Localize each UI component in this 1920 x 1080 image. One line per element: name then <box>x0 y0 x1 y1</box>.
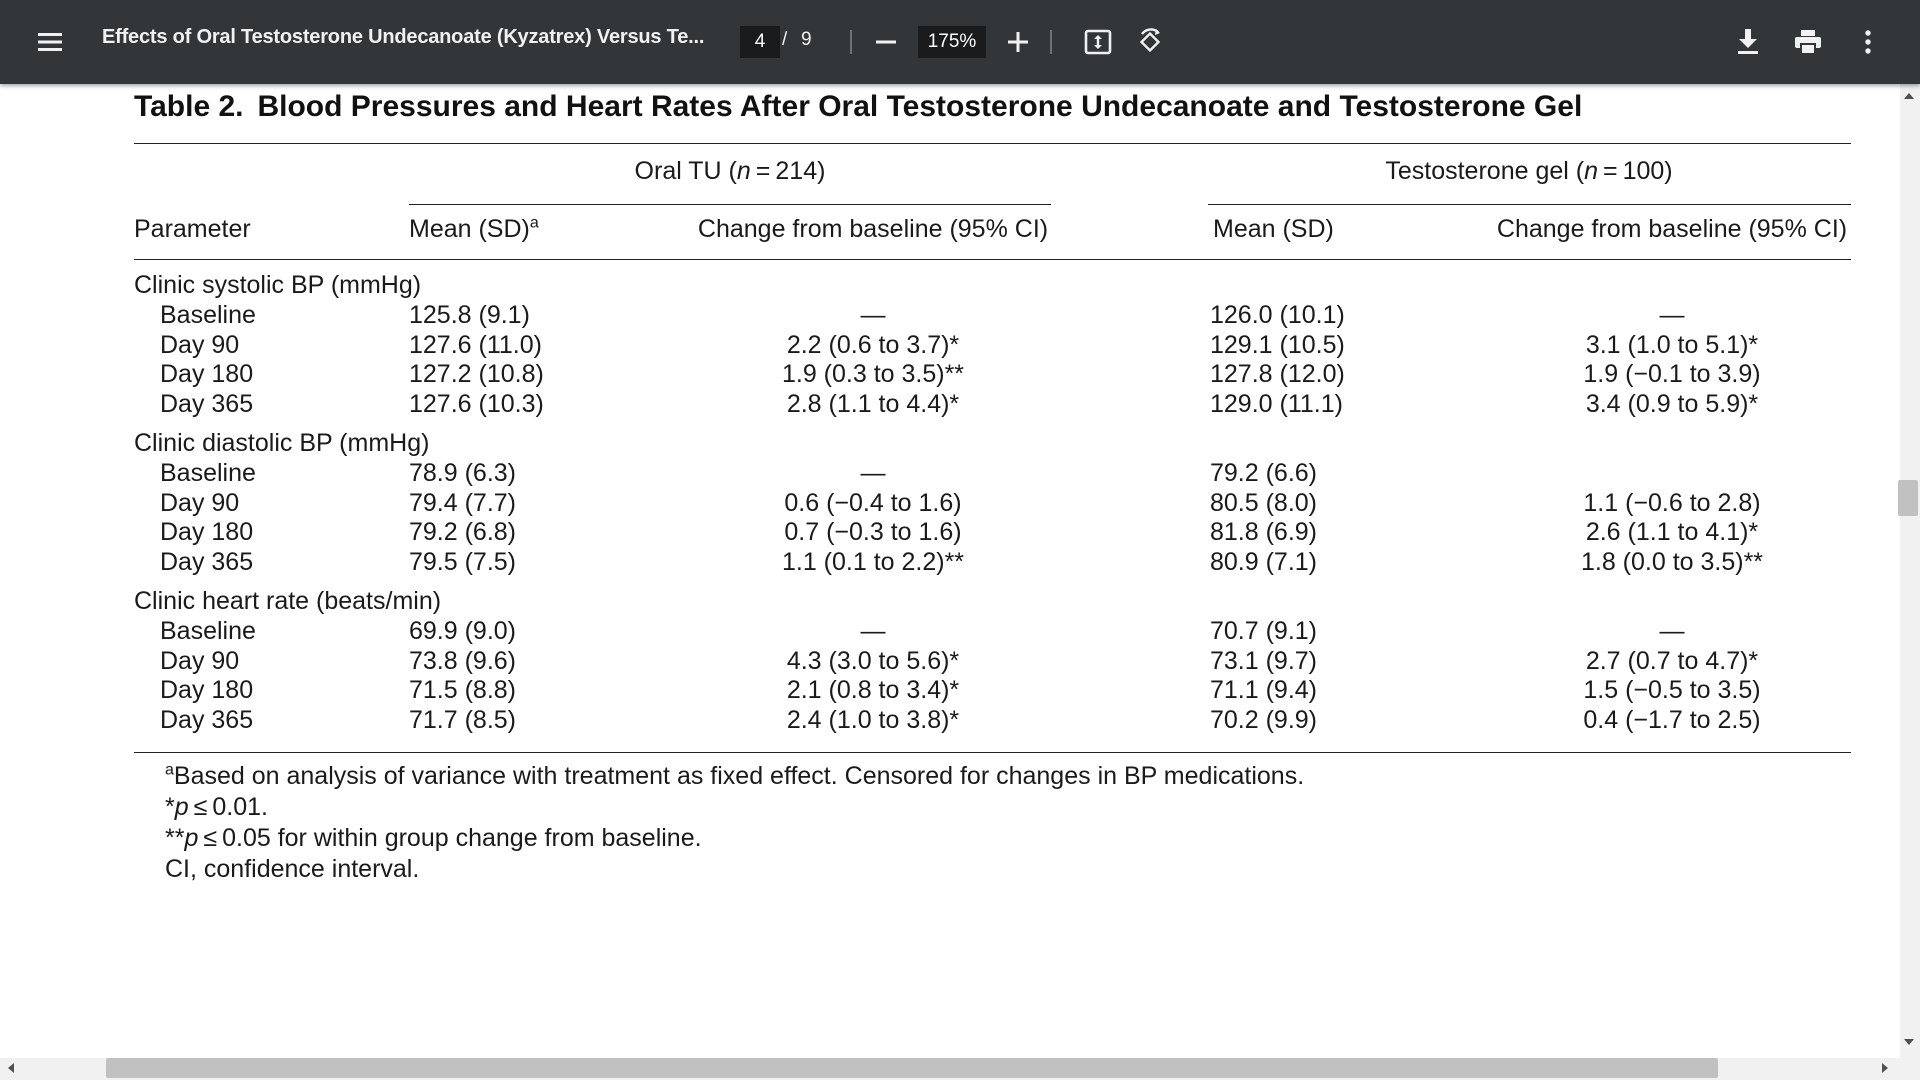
cell-gel-mean: 81.8 (6.9) <box>1210 518 1318 547</box>
cell-gel-change: 3.4 (0.9 to 5.9)* <box>1585 390 1759 419</box>
cell-oral-mean: 127.2 (10.8) <box>409 360 544 389</box>
cell-gel-mean: 70.7 (9.1) <box>1210 616 1318 645</box>
col-header-gel-mean: Mean (SD) <box>1213 215 1334 243</box>
row-label: Baseline <box>160 458 256 487</box>
horizontal-scroll-thumb[interactable] <box>106 1058 1718 1078</box>
cell-oral-mean: 71.7 (8.5) <box>409 706 517 735</box>
cell-gel-change: 2.7 (0.7 to 4.7)* <box>1585 646 1759 675</box>
cell-oral-mean: 71.5 (8.8) <box>409 676 517 705</box>
cell-gel-change: — <box>1659 300 1685 329</box>
footnote-p001 <box>165 793 268 822</box>
fit-page-icon[interactable] <box>1078 22 1118 62</box>
footnote-marker: a <box>165 761 174 779</box>
cell-oral-mean: 127.6 (11.0) <box>409 330 542 359</box>
scroll-up-arrow-icon[interactable] <box>1904 93 1914 99</box>
cell-gel-mean: 129.0 (11.1) <box>1210 390 1343 419</box>
menu-icon[interactable] <box>30 22 70 62</box>
row-label: Day 365 <box>160 390 254 419</box>
zoom-out-icon[interactable] <box>866 22 906 62</box>
more-vert-icon[interactable] <box>1848 22 1888 62</box>
cell-gel-mean: 126.0 (10.1) <box>1210 300 1345 329</box>
footnote-p: p <box>184 824 199 852</box>
col-header-gel-change: Change from baseline (95% CI) <box>1496 215 1848 243</box>
header-bottom-rule <box>134 259 1851 260</box>
cell-oral-mean: 127.6 (10.3) <box>409 390 544 419</box>
group-rule-gel <box>1208 204 1851 205</box>
group-header-text: Oral TU ( <box>634 157 737 185</box>
table-title <box>134 90 1596 124</box>
footnote-ci: CI, confidence interval. <box>165 855 420 883</box>
pdf-page <box>0 84 1900 1058</box>
row-label: Day 90 <box>160 330 240 359</box>
row-label: Day 180 <box>160 518 254 547</box>
section-header: Clinic heart rate (beats/min) <box>134 587 442 615</box>
cell-oral-change: 4.3 (3.0 to 5.6)* <box>786 646 960 675</box>
cell-oral-change: 0.7 (−0.3 to 1.6) <box>784 518 962 547</box>
cell-gel-mean: 73.1 (9.7) <box>1210 646 1318 675</box>
cell-oral-mean: 79.5 (7.5) <box>409 548 517 577</box>
col-header-oral-change: Change from baseline (95% CI) <box>697 215 1049 243</box>
cell-gel-mean: 80.9 (7.1) <box>1210 548 1318 577</box>
table-label: Table 2. <box>134 90 244 123</box>
cell-oral-change: 2.8 (1.1 to 4.4)* <box>786 390 960 419</box>
footnote-text: Based on analysis of variance with treatment as fixed effect. Censored for changes in BP medications. <box>173 762 1305 790</box>
cell-gel-change: 1.9 (−0.1 to 3.9) <box>1583 360 1761 389</box>
footnote-stars: * <box>165 793 175 821</box>
section-header: Clinic diastolic BP (mmHg) <box>134 429 430 457</box>
group-header-count: = 100) <box>1597 157 1673 185</box>
cell-gel-change: 1.8 (0.0 to 3.5)** <box>1580 548 1764 577</box>
cell-gel-change: 1.1 (−0.6 to 2.8) <box>1583 488 1761 517</box>
row-label: Day 180 <box>160 360 254 389</box>
vertical-scrollbar[interactable] <box>1900 84 1920 1058</box>
cell-oral-change: 0.6 (−0.4 to 1.6) <box>784 488 962 517</box>
cell-gel-mean: 79.2 (6.6) <box>1210 458 1318 487</box>
toolbar-divider <box>850 30 852 54</box>
cell-oral-change: — <box>860 458 886 487</box>
cell-gel-mean: 80.5 (8.0) <box>1210 488 1318 517</box>
scroll-down-arrow-icon[interactable] <box>1904 1039 1914 1045</box>
pdf-toolbar <box>0 0 1920 84</box>
cell-oral-change: 1.9 (0.3 to 3.5)** <box>781 360 965 389</box>
group-header-n: n <box>1584 157 1598 185</box>
footnote-text: ≤ 0.05 for within group change from baseline. <box>198 824 702 852</box>
cell-oral-mean: 79.4 (7.7) <box>409 488 517 517</box>
table-title-text: Blood Pressures and Heart Rates After Oral Testosterone Undecanoate and Testosterone Gel <box>257 90 1583 123</box>
table-bottom-rule <box>134 752 1851 753</box>
footnote-stars: ** <box>165 824 185 852</box>
page-total: 9 <box>801 29 812 50</box>
group-header-testosterone-gel <box>1385 156 1672 186</box>
cell-oral-change: 2.1 (0.8 to 3.4)* <box>786 676 960 705</box>
table-top-rule <box>134 143 1851 144</box>
cell-gel-mean: 127.8 (12.0) <box>1210 360 1345 389</box>
cell-gel-mean: 70.2 (9.9) <box>1210 706 1318 735</box>
group-header-text: Testosterone gel ( <box>1385 157 1585 185</box>
download-icon[interactable] <box>1728 22 1768 62</box>
cell-gel-change: — <box>1659 616 1685 645</box>
cell-gel-change: 3.1 (1.0 to 5.1)* <box>1585 330 1759 359</box>
cell-oral-mean: 79.2 (6.8) <box>409 518 517 547</box>
row-label: Day 90 <box>160 646 240 675</box>
row-label: Day 180 <box>160 676 254 705</box>
document-title: Effects of Oral Testosterone Undecanoate (Kyzatrex) Versus Te... <box>102 26 705 48</box>
cell-oral-mean: 69.9 (9.0) <box>409 616 517 645</box>
row-label: Day 90 <box>160 488 240 517</box>
footnote-marker: a <box>529 214 539 232</box>
cell-gel-change: 2.6 (1.1 to 4.1)* <box>1585 518 1759 547</box>
cell-oral-change: — <box>860 616 886 645</box>
scroll-right-arrow-icon[interactable] <box>1882 1063 1888 1073</box>
col-header-text: Mean (SD) <box>409 215 530 243</box>
cell-gel-change: 1.5 (−0.5 to 3.5) <box>1583 676 1761 705</box>
page-separator: / <box>782 29 788 50</box>
zoom-level-input[interactable]: 175% <box>918 26 986 58</box>
page-number-input[interactable]: 4 <box>740 26 780 58</box>
print-icon[interactable] <box>1788 22 1828 62</box>
row-label: Day 365 <box>160 706 254 735</box>
group-header-n: n <box>736 157 751 185</box>
cell-oral-mean: 73.8 (9.6) <box>409 646 517 675</box>
cell-oral-change: — <box>860 300 886 329</box>
row-label: Baseline <box>160 616 256 645</box>
footnote-p005 <box>165 824 702 853</box>
cell-gel-mean: 129.1 (10.5) <box>1210 330 1345 359</box>
cell-oral-change: 2.4 (1.0 to 3.8)* <box>786 706 960 735</box>
row-label: Baseline <box>160 300 256 329</box>
footnote-a <box>165 762 1304 791</box>
zoom-in-icon[interactable] <box>998 22 1038 62</box>
rotate-icon[interactable] <box>1130 22 1170 62</box>
cell-gel-mean: 71.1 (9.4) <box>1210 676 1318 705</box>
cell-oral-mean: 78.9 (6.3) <box>409 458 517 487</box>
section-header: Clinic systolic BP (mmHg) <box>134 271 422 299</box>
cell-oral-change: 2.2 (0.6 to 3.7)* <box>786 330 960 359</box>
group-header-count: = 214) <box>750 157 826 185</box>
vertical-scroll-thumb[interactable] <box>1898 480 1918 516</box>
cell-oral-mean: 125.8 (9.1) <box>409 300 530 329</box>
row-label: Day 365 <box>160 548 254 577</box>
col-header-parameter: Parameter <box>134 215 251 243</box>
col-header-oral-mean <box>409 214 539 244</box>
scroll-left-arrow-icon[interactable] <box>8 1063 14 1073</box>
cell-oral-change: 1.1 (0.1 to 2.2)** <box>781 548 965 577</box>
group-header-oral-tu <box>635 156 826 186</box>
cell-gel-change: 0.4 (−1.7 to 2.5) <box>1583 706 1761 735</box>
footnote-p: p <box>174 793 189 821</box>
footnote-text: ≤ 0.01. <box>188 793 268 821</box>
toolbar-divider <box>1050 30 1052 54</box>
group-rule-oral <box>409 204 1051 205</box>
